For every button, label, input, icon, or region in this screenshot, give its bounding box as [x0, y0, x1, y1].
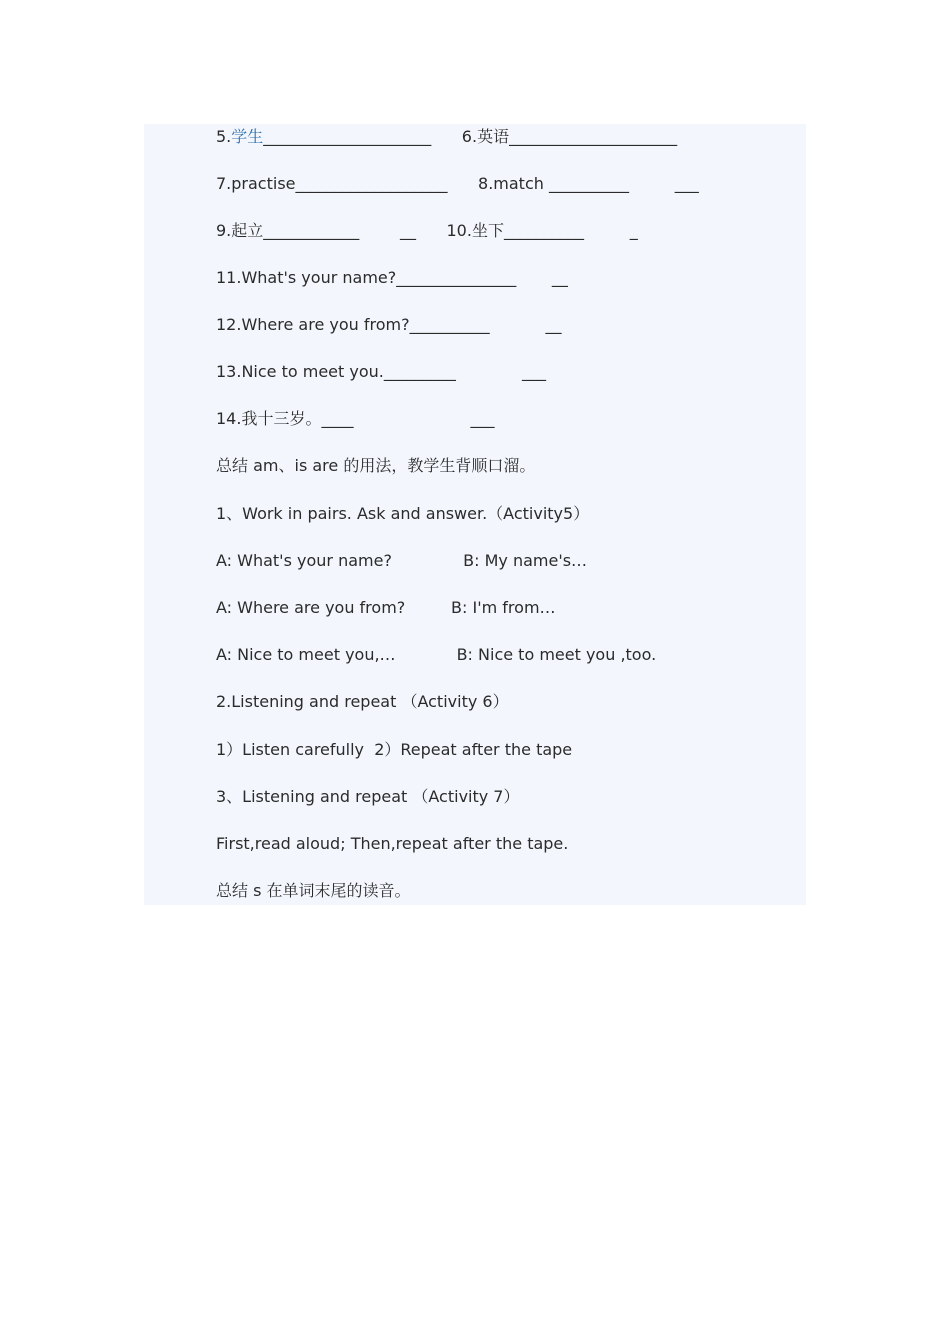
summary-keywords: s — [248, 881, 267, 900]
vocab-word: 坐下 — [471, 221, 504, 240]
summary-text: 在单词末尾的读音。 — [266, 881, 411, 900]
summary-label: 总结 — [216, 456, 249, 475]
sentence-item-11: 11.What's your name?_______________ __ — [216, 268, 568, 287]
dialogue-line-2: A: Where are you from? B: I'm from… — [216, 598, 556, 617]
item-number: 5. — [216, 127, 232, 146]
item-number: 14. — [216, 409, 242, 428]
dialogue-line-3: A: Nice to meet you,… B: Nice to meet you ,too. — [216, 645, 657, 664]
activity-6-steps: 1）Listen carefully 2）Repeat after the tape — [216, 740, 573, 759]
vocab-item-9-10 — [216, 221, 638, 241]
blank: ____________ __ 10. — [263, 221, 472, 240]
summary-label: 总结 — [216, 881, 249, 900]
vocab-word: 起立 — [231, 221, 264, 240]
dialogue-line-1: A: What's your name? B: My name's… — [216, 551, 588, 570]
activity-5-heading: 1、Work in pairs. Ask and answer.（Activity5） — [216, 504, 590, 523]
blank: _____________________ — [509, 127, 678, 146]
activity-6-heading: 2.Listening and repeat （Activity 6） — [216, 692, 509, 711]
vocab-link-xuesheng[interactable]: 学生 — [231, 127, 264, 146]
sentence-item-12: 12.Where are you from?__________ __ — [216, 315, 562, 334]
activity-7-instructions: First,read aloud; Then,repeat after the tape. — [216, 834, 569, 853]
blank: ____ ___ — [321, 409, 495, 428]
sentence-text: 我十三岁。 — [241, 409, 322, 428]
sentence-item-14 — [216, 409, 494, 429]
vocab-item-7-8: 7.practise___________________ 8.match __________ ___ — [216, 174, 699, 193]
blank: __________ _ — [503, 221, 638, 240]
blank: _____________________ 6. — [263, 127, 478, 146]
summary-text: 的用法，教学生背顺口溜。 — [343, 456, 536, 475]
vocab-item-5-6 — [216, 127, 677, 147]
summary-s-ending — [216, 881, 411, 901]
summary-am-is-are — [216, 456, 535, 476]
activity-7-heading: 3、Listening and repeat （Activity 7） — [216, 787, 520, 806]
summary-keywords: am、is are — [248, 456, 344, 475]
sentence-item-13: 13.Nice to meet you._________ ___ — [216, 362, 546, 381]
vocab-word: 英语 — [477, 127, 510, 146]
item-number: 9. — [216, 221, 232, 240]
